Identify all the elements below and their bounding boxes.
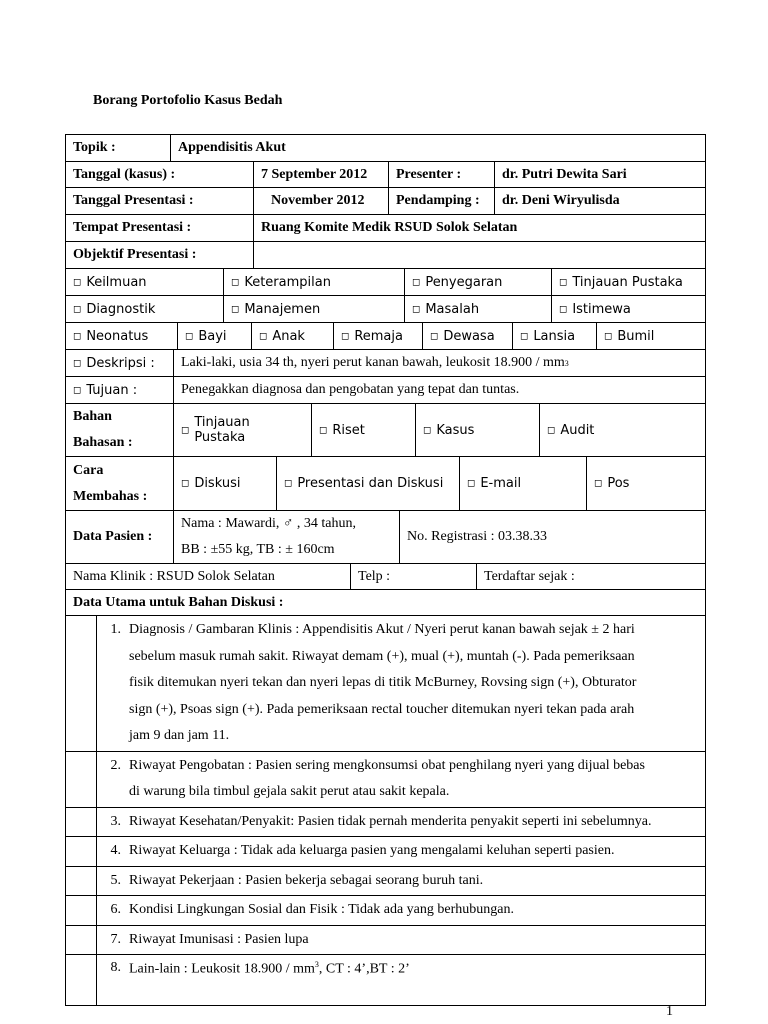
checkbox-icon: ◻ <box>185 330 194 342</box>
terdaftar-sejak: Terdaftar sejak : <box>476 564 705 589</box>
row-data-pasien <box>65 510 706 563</box>
deskripsi-value: Laki-laki, usia 34 th, nyeri perut kanan bawah, leukosit 18.900 / mm 3 <box>173 350 705 376</box>
cara-option-pos[interactable]: ◻ Pos <box>586 457 705 510</box>
item-line: Diagnosis / Gambaran Klinis : Appendisitis Akut / Nyeri perut kanan bawah sejak ± 2 hari <box>129 622 635 637</box>
item-number: 1. <box>110 622 121 637</box>
data-pasien-line1: Nama : Mawardi, ♂ , 34 tahun, <box>181 516 356 531</box>
item-number: 3. <box>110 813 121 829</box>
item-line: fisik ditemukan nyeri tekan dan nyeri lepas di titik McBurney, Rovsing sign (+), Obturator <box>129 675 637 690</box>
option-remaja[interactable]: ◻ Remaja <box>333 323 422 349</box>
pendamping-label: Pendamping : <box>388 188 494 214</box>
option-manajemen[interactable]: ◻ Manajemen <box>223 296 404 322</box>
option-dewasa[interactable]: ◻ Dewasa <box>422 323 512 349</box>
tanggal-presentasi-label: Tanggal Presentasi : <box>73 193 194 208</box>
item-line: Kondisi Lingkungan Sosial dan Fisik : Tidak ada yang berhubungan. <box>129 902 514 917</box>
option-masalah[interactable]: ◻ Masalah <box>404 296 551 322</box>
data-utama-items <box>66 616 705 954</box>
row-objektif-1 <box>65 268 706 295</box>
item-text <box>129 868 705 895</box>
page-number: 1 <box>666 1004 673 1019</box>
option-keterampilan[interactable]: ◻ Keterampilan <box>223 269 404 295</box>
tanggal-presentasi-value: November 2012 <box>253 188 388 214</box>
row-topik <box>65 134 706 161</box>
list-item <box>66 925 705 955</box>
list-item <box>66 866 705 896</box>
item-line: Riwayat Imunisasi : Pasien lupa <box>129 931 309 947</box>
presenter-value: dr. Putri Dewita Sari <box>494 162 705 187</box>
checkbox-icon: ◻ <box>73 303 82 315</box>
item-number: 8. <box>110 959 121 975</box>
topik-label: Topik : <box>73 140 116 155</box>
item-number: 2. <box>110 757 121 773</box>
blank-row <box>66 981 705 1005</box>
list-item <box>66 807 705 837</box>
cara-option-presentasi-dan-diskusi[interactable]: ◻ Presentasi dan Diskusi <box>276 457 459 510</box>
item-text <box>129 927 705 954</box>
row-tujuan <box>65 376 706 403</box>
row-objektif-2 <box>65 295 706 322</box>
checkbox-icon: ◻ <box>559 276 568 288</box>
checkbox-icon: ◻ <box>73 330 82 342</box>
item-number: 6. <box>110 902 121 917</box>
checkbox-icon: ◻ <box>467 478 476 489</box>
item-line: Riwayat Pengobatan : Pasien sering mengkonsumsi obat penghilang nyeri yang dijual bebas <box>129 757 645 773</box>
option-neonatus[interactable]: ◻ Neonatus <box>73 328 149 344</box>
item-line: di warung bila timbul gejala sakit perut atau sakit kepala. <box>129 784 450 799</box>
bahan-option-audit[interactable]: ◻ Audit <box>539 404 705 456</box>
list-item <box>66 616 705 751</box>
item-number: 5. <box>110 872 121 888</box>
item-text <box>129 897 705 924</box>
tanggal-kasus-value: 7 September 2012 <box>253 162 388 187</box>
option-keilmuan[interactable]: ◻ Keilmuan <box>73 274 147 290</box>
item-text: Lain-lain : Leukosit $18.900 / mm^3$, CT : 4’,BT : 2’ <box>129 960 410 978</box>
data-pasien-registrasi: No. Registrasi : 03.38.33 <box>399 511 705 563</box>
option-istimewa[interactable]: ◻ Istimewa <box>551 296 705 322</box>
data-utama-label: Data Utama untuk Bahan Diskusi : <box>73 594 284 610</box>
cara-option-email[interactable]: ◻ E-mail <box>459 457 586 510</box>
presenter-label: Presenter : <box>388 162 494 187</box>
option-anak[interactable]: ◻ Anak <box>251 323 333 349</box>
checkbox-icon: ◻ <box>520 330 529 342</box>
item-number: 4. <box>110 843 121 858</box>
option-diagnostik[interactable]: ◻ Diagnostik <box>73 301 156 317</box>
checkbox-icon: ◻ <box>181 424 190 436</box>
topik-value: Appendisitis Akut <box>170 135 705 161</box>
checkbox-icon: ◻ <box>412 276 421 288</box>
option-bayi[interactable]: ◻ Bayi <box>177 323 251 349</box>
bahan-bahasan-label: Bahan Bahasan : <box>73 409 133 450</box>
list-item <box>66 954 705 981</box>
cara-membahas-label: Cara Membahas : <box>73 462 148 504</box>
item-line: jam 9 dan jam 11. <box>129 728 230 743</box>
item-number: 7. <box>110 931 121 947</box>
list-item <box>66 836 705 866</box>
checkbox-icon: ◻ <box>319 424 328 436</box>
objektif-blank <box>253 242 705 268</box>
tempat-presentasi-value: Ruang Komite Medik RSUD Solok Selatan <box>253 215 705 241</box>
checkbox-icon: ◻ <box>430 330 439 342</box>
deskripsi-label: ◻ Deskripsi : <box>73 355 155 371</box>
checkbox-icon: ◻ <box>341 330 350 342</box>
checkbox-icon: ◻ <box>547 424 556 436</box>
objektif-label: Objektif Presentasi : <box>73 247 197 262</box>
item-line: Riwayat Pekerjaan : Pasien bekerja sebagai seorang buruh tani. <box>129 872 484 888</box>
item-text <box>129 838 705 865</box>
option-bumil[interactable]: ◻ Bumil <box>596 323 705 349</box>
checkbox-icon: ◻ <box>259 330 268 342</box>
checkbox-icon: ◻ <box>412 303 421 315</box>
list-item <box>66 895 705 925</box>
document-title: Borang Portofolio Kasus Bedah <box>93 93 283 108</box>
cara-option-diskusi[interactable]: ◻ Diskusi <box>173 457 276 510</box>
tanggal-kasus-label: Tanggal (kasus) : <box>73 166 176 182</box>
checkbox-icon: ◻ <box>231 303 240 315</box>
checkbox-icon: ◻ <box>284 478 293 489</box>
telp: Telp : <box>350 564 476 589</box>
option-lansia[interactable]: ◻ Lansia <box>512 323 596 349</box>
checkbox-icon: ◻ <box>73 276 82 288</box>
tujuan-value: Penegakkan diagnosa dan pengobatan yang tepat dan tuntas. <box>173 377 705 403</box>
row-klinik <box>65 563 706 589</box>
item-line: Riwayat Kesehatan/Penyakit: Pasien tidak pernah menderita penyakit seperti ini sebelumnya. <box>129 813 652 829</box>
portfolio-form <box>65 134 706 1006</box>
row-cara-membahas <box>65 456 706 510</box>
row-tanggal-presentasi <box>65 187 706 214</box>
row-objektif <box>65 241 706 268</box>
data-pasien-identity <box>173 511 399 563</box>
checkbox-icon: ◻ <box>231 276 240 288</box>
checkbox-icon: ◻ <box>559 303 568 315</box>
checkbox-icon: ◻ <box>181 478 190 489</box>
checkbox-icon: ◻ <box>73 357 82 369</box>
item-text <box>129 753 705 806</box>
tempat-presentasi-label: Tempat Presentasi : <box>73 220 192 235</box>
row-bahan-bahasan <box>65 403 706 456</box>
tujuan-label: ◻ Tujuan : <box>73 382 138 398</box>
row-deskripsi <box>65 349 706 376</box>
bahan-option-riset[interactable]: ◻ Riset <box>311 404 415 456</box>
item-line: sign (+), Psoas sign (+). Pada pemeriksaan rectal toucher ditemukan nyeri tekan pada arah <box>129 701 635 717</box>
data-pasien-label: Data Pasien : <box>73 529 153 544</box>
checkbox-icon: ◻ <box>73 384 82 396</box>
row-tanggal-kasus <box>65 161 706 187</box>
bahan-option-tinjauan-pustaka[interactable]: ◻ Tinjauan Pustaka <box>173 404 311 456</box>
item-text <box>129 617 705 750</box>
list-item <box>66 751 705 807</box>
data-utama-list <box>65 615 706 1006</box>
nama-klinik: Nama Klinik : RSUD Solok Selatan <box>73 568 275 584</box>
pendamping-value: dr. Deni Wiryulisda <box>494 188 705 214</box>
item-line: sebelum masuk rumah sakit. Riwayat demam (+), mual (+), muntah (-). Pada pemeriksaan <box>129 648 635 664</box>
checkbox-icon: ◻ <box>423 424 432 436</box>
checkbox-icon: ◻ <box>604 330 613 342</box>
option-penyegaran[interactable]: ◻ Penyegaran <box>404 269 551 295</box>
data-pasien-line2: BB : ±55 kg, TB : ± 160cm <box>181 542 335 557</box>
item-line: Riwayat Keluarga : Tidak ada keluarga pasien yang mengalami keluhan seperti pasien. <box>129 843 615 858</box>
row-data-utama-label <box>65 589 706 615</box>
row-tempat-presentasi <box>65 214 706 241</box>
option-tinjauan-pustaka[interactable]: ◻ Tinjauan Pustaka <box>551 269 705 295</box>
bahan-option-kasus[interactable]: ◻ Kasus <box>415 404 539 456</box>
checkbox-icon: ◻ <box>594 478 603 489</box>
row-objektif-3 <box>65 322 706 349</box>
item-text <box>129 809 705 836</box>
